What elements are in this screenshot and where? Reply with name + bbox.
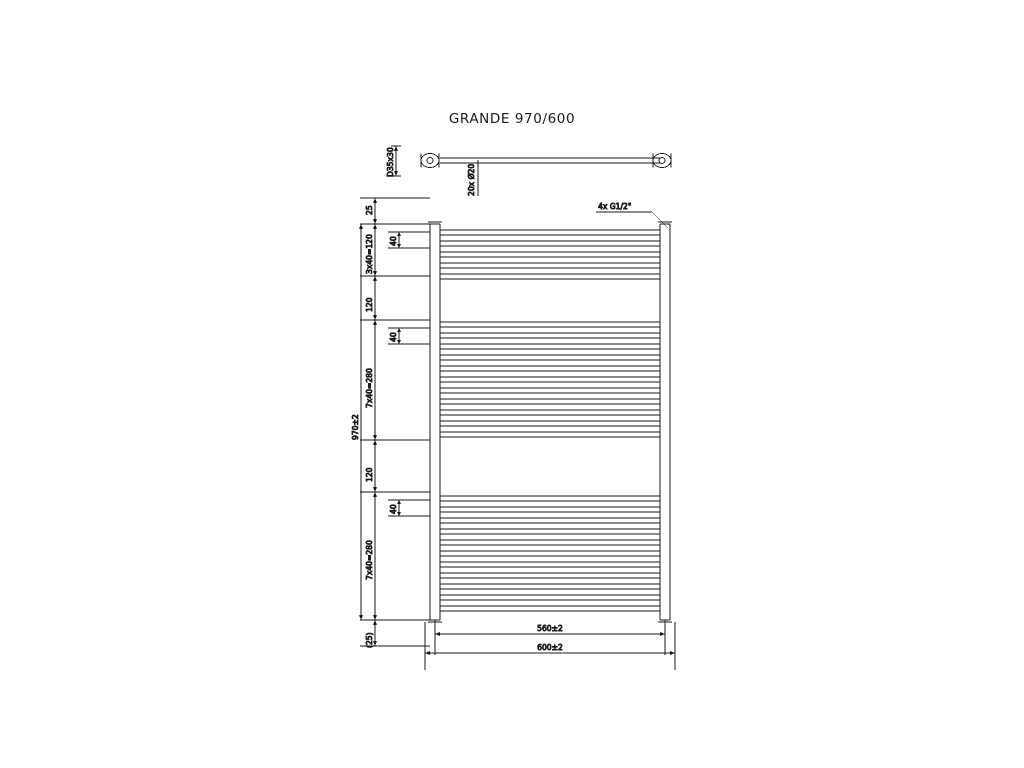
left-manifold [430, 224, 440, 620]
rung-group-top [440, 230, 660, 279]
top-valve-bar [421, 154, 671, 168]
label-top-offset: 25 [365, 205, 374, 215]
dim-40-arrows [397, 232, 401, 516]
label-spacing-40-mid: 40 [389, 332, 398, 342]
label-group-mid: 7x40=280 [365, 368, 374, 408]
label-connections: 4x G1/2" [598, 202, 632, 211]
label-total-height: 970±2 [351, 414, 360, 440]
label-spacing-40-low: 40 [389, 504, 398, 514]
label-group-top: 3x40=120 [365, 234, 374, 274]
label-outer-width: 600±2 [537, 643, 563, 652]
label-group-bottom: 7x40=280 [365, 540, 374, 580]
label-gap-120-lower: 120 [365, 467, 374, 482]
leader-connections [596, 212, 668, 228]
rung-group-upper-mid [440, 322, 660, 437]
label-pipe-diameter: 20x Ø20 [467, 163, 476, 196]
rung-group-lower [440, 496, 660, 611]
label-bottom-offset: (25) [365, 632, 374, 648]
label-inner-width: 560±2 [537, 624, 563, 633]
page-title: GRANDE 970/600 [448, 111, 576, 127]
label-valve-size: D35x30 [386, 147, 395, 177]
right-manifold [660, 224, 670, 620]
label-gap-120-upper: 120 [365, 297, 374, 312]
label-spacing-40-top: 40 [389, 236, 398, 246]
